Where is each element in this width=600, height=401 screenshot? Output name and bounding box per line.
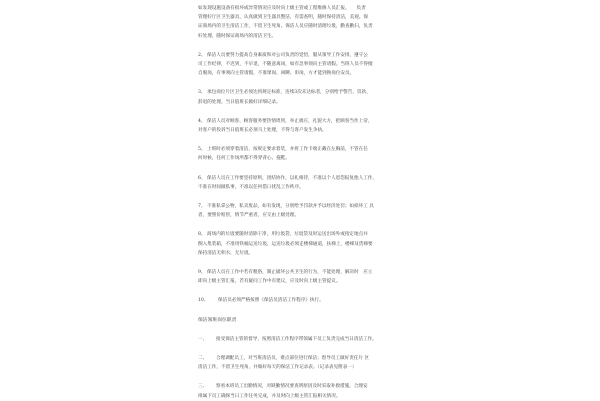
text-line: 合理调配员工，对当班清洁员，难点部位进行保洁；督导员工做好责任片 区 — [216, 356, 370, 362]
rule-3 — [198, 88, 416, 106]
rule-number: 7、 — [198, 204, 206, 210]
text-line: 如发现设施设备有损坏或异常情况应及时向上级主管或工程维修人员汇报。 负责 — [198, 6, 366, 11]
text-line: 保洁员必须严格按照《保洁员清洁工作程序》执行。 — [218, 298, 324, 304]
rule-10 — [198, 296, 416, 305]
text-line: 保洁人员在工作中若有粗俗，制止破坏公共卫生的行为，不能处理，解决时 应立 — [207, 270, 373, 276]
duty-number: 一、 — [198, 336, 208, 342]
text-line: 承包岗位片区卫生必须达到规定标准，连续3次未达标者，分别给予警告、罚款、 — [207, 90, 371, 96]
text-line: 辞退的处理。当日值班长做好详细记录。 — [198, 99, 281, 105]
duty-2 — [198, 354, 416, 372]
rule-number: 2、 — [198, 52, 206, 58]
duty-1 — [198, 335, 416, 344]
text-line: 者，要照价赔偿，情节严重者，应交由上级处理。 — [198, 213, 300, 219]
text-line: 保洁人员要努力提高自身素质和对公司负责的觉悟，服从领导工作安排，遵守公 — [207, 52, 368, 58]
rule-6 — [198, 174, 416, 192]
text-line: 保洁人员对顾客、顾客服务要热情周到，举止端庄，礼貌大方，把顾客当作上帝， — [207, 118, 373, 124]
text-line: 保洁人员在工作要坚持原则，团结协作，以礼相待，不准以个人恩怨报复他人工作， — [207, 175, 377, 181]
text-line: 不准私拿公物，私卖废品，如有发现，分别给予罚款并予以经济处罚；如损坏工 具 — [207, 204, 374, 210]
text-line: 即向上级主管汇报，若有疑问工作中有建议，应及时向上级主管提议。 — [198, 279, 341, 285]
text-line: 对客户的投诉当日值班长必须马上处理，不得与客户发生争执。 — [198, 128, 327, 134]
rule-4 — [198, 117, 416, 135]
rule-number: 3、 — [198, 90, 206, 96]
rule-number: 4、 — [198, 118, 206, 124]
rule-5 — [198, 145, 416, 163]
text-line: 何时候，任何工作场所都不得穿背心、拖鞋。 — [198, 156, 290, 162]
rule-7 — [198, 202, 416, 220]
text-line: 察看本班员工出勤情况，对缺勤情况要查明原因及时采取补救措施。合理安 — [216, 384, 368, 390]
text-line: 不准在时间做私事，不准以任何借口扰乱工作秩序。 — [198, 184, 304, 190]
rule-2 — [198, 51, 416, 79]
rule-number: 10、 — [198, 298, 209, 304]
rule-number: 8、 — [198, 232, 206, 238]
text-line: 上班时必须穿着清洁，按规定要求着装，并将工作卡端正戴在左胸前，不管在任 — [207, 147, 368, 153]
paragraph-intro — [198, 4, 416, 41]
text-line: 倒入集装箱，不准用铁桶运送垃圾，运送垃圾必须走楼梯通道，扶梯上，楼梯及货梯要 — [198, 241, 373, 247]
text-line: 管理好厅区卫生器具，认真做到卫生器具整洁，有需查明，随时保持清洁，美观。保 — [198, 15, 368, 21]
duty-number: 二、 — [198, 356, 208, 362]
rule-number: 5、 — [198, 147, 206, 153]
text-line: 自脱岗，有事须向主管请假，不准窜岗、闲聊、串岗，方才能到换岗位安员。 — [198, 71, 355, 77]
text-line: 商场内的垃圾要随时清除干净，用垃圾袋，垃圾袋及时运送出场外或指定地点并 — [207, 232, 368, 238]
text-line: 证商场内的卫生清洁工作，不留卫生死角。保洁人员应随时清理垃圾，勤查勤扫，负责 — [198, 24, 373, 30]
section-title: 保洁领班岗位职责 — [198, 317, 237, 323]
text-line: 接受保洁主管的督导，按照清洁工作程序带领属下员工负责完成当日清洁工作。 — [216, 336, 377, 342]
text-line: 司工作纪律，不迟到，不早退，不随意离岗，如有急事须向主管请假。当班人员不得擅 — [198, 62, 373, 68]
text-line: 排属下员工确保当日工作任务完成，并及时向上级主管汇报相关情况。 — [198, 393, 341, 399]
text-line: 好处理，随时保证商场内的清洁卫生。 — [198, 33, 277, 39]
duty-3 — [198, 382, 416, 400]
rule-number: 9、 — [198, 270, 206, 276]
text-line: 保持清洁无积水，无垃圾。 — [198, 250, 254, 256]
duty-number: 三、 — [198, 384, 208, 390]
text-line: 清洁工作，不留卫生死角，并做好每天的保洁工作记录表。（记录表见附表一） — [198, 365, 357, 371]
rule-8 — [198, 230, 416, 258]
text-column — [198, 4, 416, 401]
rule-number: 6、 — [198, 175, 206, 181]
rule-9 — [198, 268, 416, 286]
